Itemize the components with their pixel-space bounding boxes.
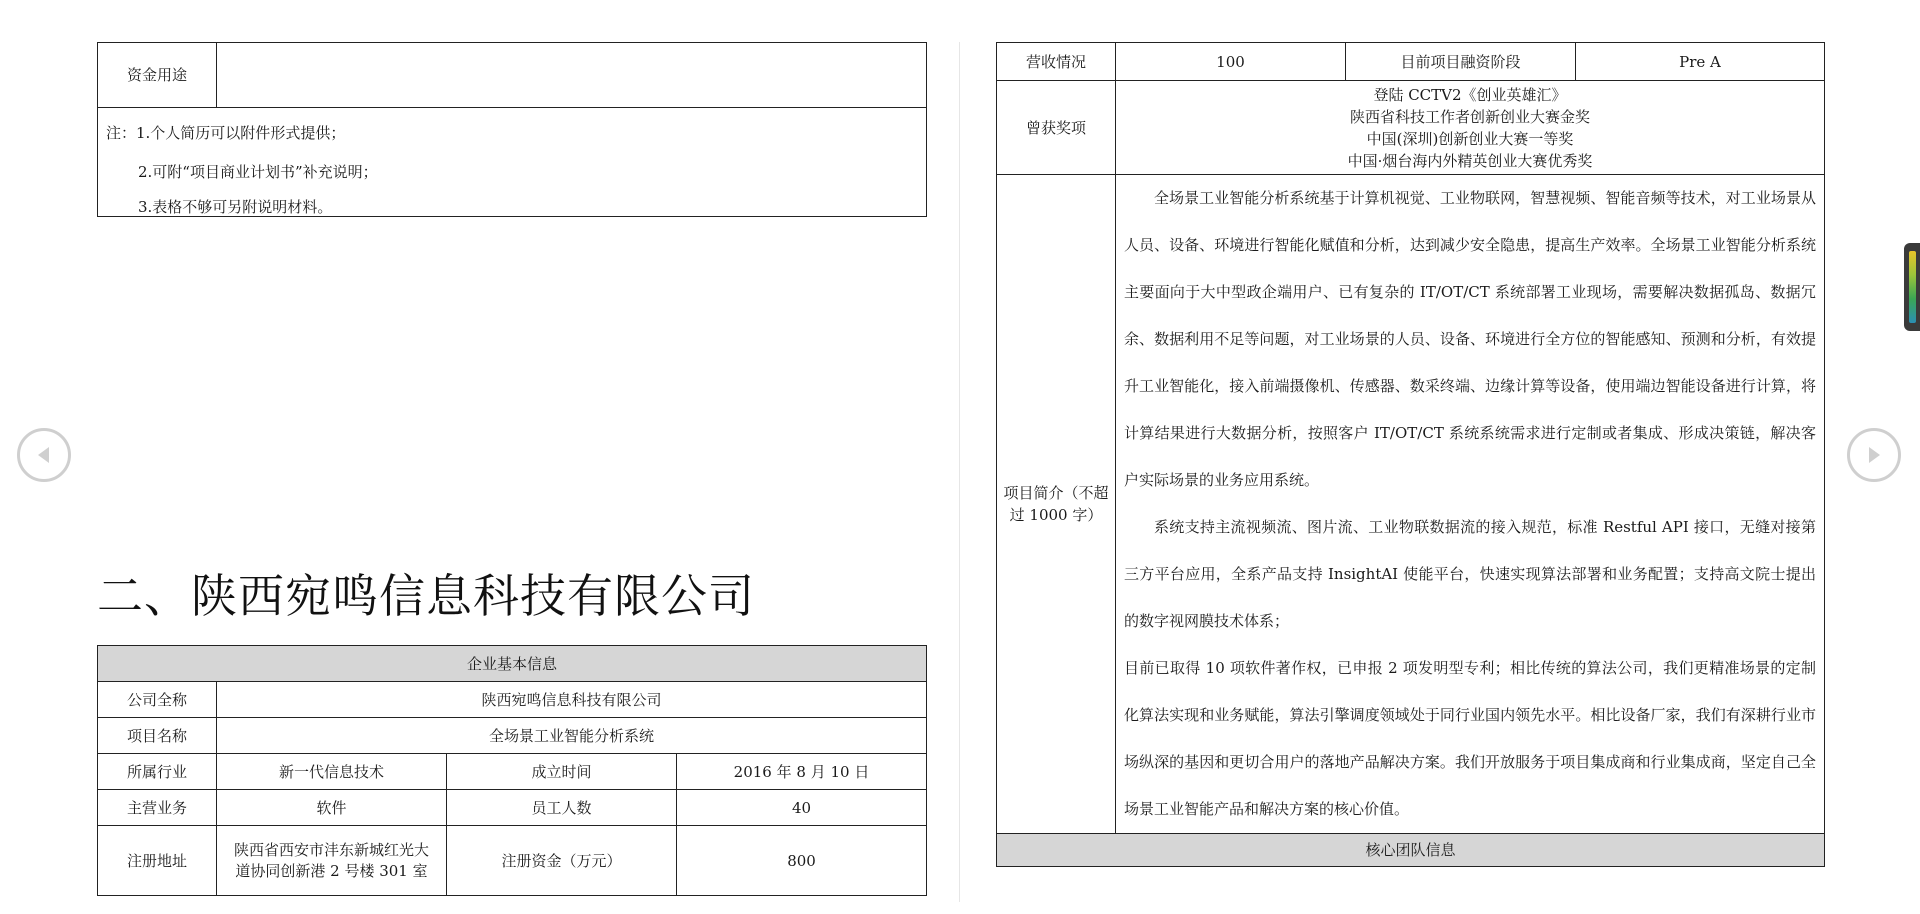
- main-business-label: 主营业务: [98, 790, 217, 826]
- fund-usage-table: [97, 42, 927, 108]
- company-name-value: 陕西宛鸣信息科技有限公司: [217, 682, 927, 718]
- address-value: 陕西省西安市沣东新城红光大道协同创新港 2 号楼 301 室: [217, 826, 447, 896]
- intro-paragraph-3: 目前已取得 10 项软件著作权，已申报 2 项发明型专利；相比传统的算法公司，我们更精准场景的定制化算法实现和业务赋能，算法引擎调度领域处于同行业国内领先水平。相比设备厂家，我们有深耕行业市场纵深的基因和更切合用户的落地产品解决方案。我们开放服务于项目集成商和行业集成商，坚定自己全场景工业智能产品和解决方案的核心价值。: [1124, 659, 1816, 818]
- section-title: 二、陕西宛鸣信息科技有限公司: [97, 569, 755, 623]
- notes-box: [97, 107, 927, 217]
- basic-info-header: 企业基本信息: [98, 646, 927, 682]
- funding-stage-value: Pre A: [1576, 43, 1825, 81]
- left-page: [0, 0, 958, 914]
- right-page: [960, 0, 1920, 914]
- project-detail-table: [996, 42, 1825, 867]
- funding-stage-label: 目前项目融资阶段: [1346, 43, 1576, 81]
- industry-label: 所属行业: [98, 754, 217, 790]
- award-item: 中国(深圳)创新创业大赛一等奖: [1366, 129, 1574, 148]
- intro-paragraph-2: 系统支持主流视频流、图片流、工业物联数据流的接入规范，标准 Restful API 接口，无缝对接第三方平台应用，全系产品支持 InsightAI 使能平台，快速实现算法部署和业务配置；支持高文院士提出的数字视网膜技术体系；: [1124, 518, 1816, 630]
- address-label: 注册地址: [98, 826, 217, 896]
- color-bar-icon: [1909, 251, 1916, 323]
- capital-label: 注册资金（万元）: [447, 826, 677, 896]
- capital-value: 800: [677, 826, 927, 896]
- core-team-header: 核心团队信息: [997, 834, 1825, 867]
- note-1: 注：1.个人简历可以附件形式提供；: [106, 124, 346, 142]
- chevron-right-icon: [1850, 431, 1898, 479]
- main-business-value: 软件: [217, 790, 447, 826]
- founded-value: 2016 年 8 月 10 日: [677, 754, 927, 790]
- project-name-label: 项目名称: [98, 718, 217, 754]
- intro-paragraph-1: 全场景工业智能分析系统基于计算机视觉、工业物联网，智慧视频、智能音频等技术，对工业场景从人员、设备、环境进行智能化赋值和分析，达到减少安全隐患，提高生产效率。全场景工业智能分析系统主要面向于大中型政企端用户、已有复杂的 IT/OT/CT 系统部署工业现场，需要解决数据孤岛、数据冗余、数据利用不足等问题，对工业场景的人员、设备、环境进行全方位的智能感知、预测和分析，有效提升工业智能化，接入前端摄像机、传感器、数采终端、边缘计算等设备，使用端边智能设备进行计算，将计算结果进行大数据分析，按照客户 IT/OT/CT 系统系统需求进行定制或者集成、形成决策链，解决客户实际场景的业务应用系统。: [1124, 189, 1816, 489]
- next-page-button[interactable]: [1847, 428, 1901, 482]
- awards-label: 曾获奖项: [997, 81, 1116, 175]
- company-basic-table: [97, 645, 927, 896]
- project-name-value: 全场景工业智能分析系统: [217, 718, 927, 754]
- award-item: 中国·烟台海内外精英创业大赛优秀奖: [1347, 151, 1593, 170]
- side-toolbar-tab[interactable]: [1904, 243, 1920, 331]
- note-3: 3.表格不够可另附说明材料。: [138, 198, 333, 216]
- intro-text: [1116, 175, 1825, 834]
- industry-value: 新一代信息技术: [217, 754, 447, 790]
- chevron-left-icon: [20, 431, 68, 479]
- fund-usage-label: 资金用途: [98, 43, 217, 108]
- staff-count-label: 员工人数: [447, 790, 677, 826]
- founded-label: 成立时间: [447, 754, 677, 790]
- revenue-value: 100: [1116, 43, 1346, 81]
- fund-usage-value: [217, 43, 927, 108]
- prev-page-button[interactable]: [17, 428, 71, 482]
- awards-list: [1116, 81, 1825, 175]
- company-name-label: 公司全称: [98, 682, 217, 718]
- award-item: 陕西省科技工作者创新创业大赛金奖: [1349, 107, 1590, 126]
- note-2: 2.可附“项目商业计划书”补充说明；: [138, 163, 378, 181]
- staff-count-value: 40: [677, 790, 927, 826]
- intro-label: 项目简介（不超过 1000 字）: [997, 175, 1116, 834]
- revenue-label: 营收情况: [997, 43, 1116, 81]
- award-item: 登陆 CCTV2《创业英雄汇》: [1373, 85, 1567, 104]
